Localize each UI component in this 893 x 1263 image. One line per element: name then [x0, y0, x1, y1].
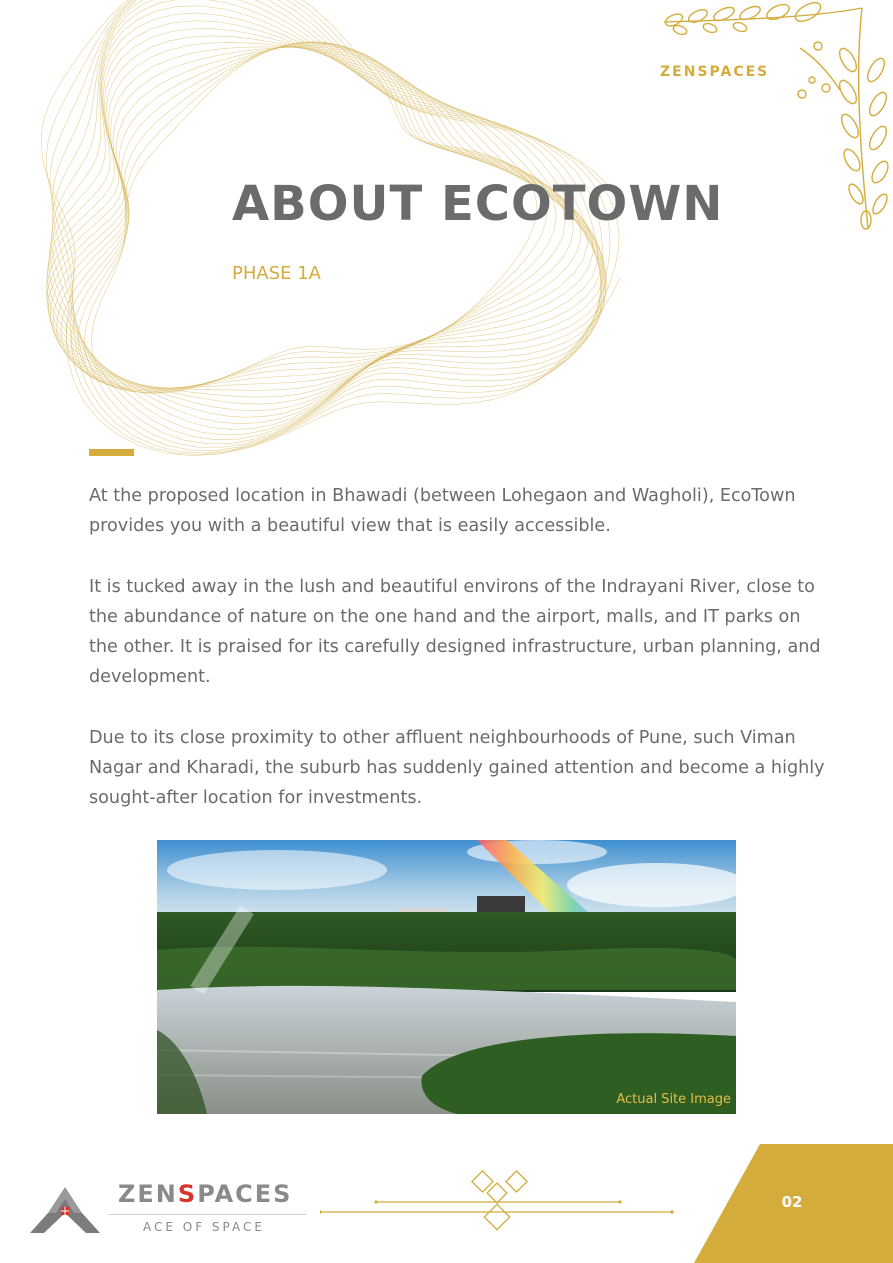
logo-part-highlight: S — [177, 1180, 198, 1208]
paragraph: Due to its close proximity to other affluent neighbourhoods of Pune, such Viman Nagar and Kharadi, the suburb has suddenly gained attention and become a highly sought-after location for investments. — [89, 727, 825, 809]
logo-part: PACES — [197, 1180, 293, 1208]
site-photo — [157, 840, 736, 1114]
logo-part: ZEN — [118, 1180, 178, 1208]
logo-tagline: ACE OF SPACE — [143, 1220, 265, 1234]
logo-divider — [108, 1214, 306, 1215]
diamond-ornament — [320, 1170, 680, 1232]
site-photo-image — [157, 840, 736, 1114]
page-subtitle: PHASE 1A — [232, 263, 321, 284]
paragraph: It is tucked away in the lush and beautiful environs of the Indrayani River, close to the abundance of nature on the one hand and the airport, malls, and IT parks on the other. It is praised for its carefully designed infrastructure, urban planning, and development. — [89, 576, 821, 688]
gold-swirl-decoration — [0, 0, 620, 480]
page-number: 02 — [781, 1193, 803, 1211]
accent-bar — [89, 449, 134, 456]
photo-caption: Actual Site Image — [616, 1092, 731, 1107]
paragraph: At the proposed location in Bhawadi (between Lohegaon and Wagholi), EcoTown provides you with a beautiful view that is easily accessible. — [89, 486, 796, 537]
page-title: ABOUT ECOTOWN — [232, 176, 724, 232]
house-hands-logo-icon — [28, 1183, 102, 1235]
footer-logo-wordmark — [118, 1180, 292, 1208]
brand-name-top: ZENSPACES — [660, 64, 770, 80]
body-text — [89, 481, 829, 844]
